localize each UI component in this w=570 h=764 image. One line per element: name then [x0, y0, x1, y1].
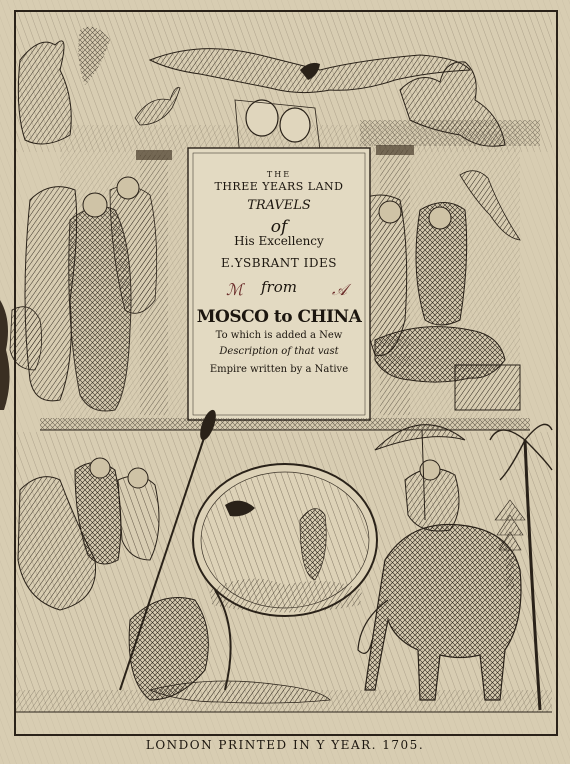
title-line-native: Empire written by a Native	[209, 364, 349, 375]
title-line-the: THE	[266, 170, 292, 179]
title-line-author: E.YSBRANT IDES	[221, 256, 337, 270]
imprint-line: LONDON PRINTED IN Y YEAR. 1705.	[145, 738, 425, 752]
handwritten-mark-left-icon: ℳ	[226, 280, 244, 299]
handwritten-mark-right-icon: 𝒜	[332, 280, 348, 299]
title-line-travels: TRAVELS	[247, 198, 311, 213]
title-line-route: MOSCO to CHINA	[196, 307, 362, 327]
title-line-of: of	[270, 217, 288, 237]
title-line-description: Description of that vast	[219, 346, 339, 357]
title-line-from: from	[261, 278, 297, 296]
title-line-his-excellency: His Excellency	[234, 234, 324, 248]
title-panel	[190, 150, 368, 418]
title-line-added: To which is added a New	[215, 330, 343, 341]
title-line-three-years-land: THREE YEARS LAND	[214, 180, 344, 193]
